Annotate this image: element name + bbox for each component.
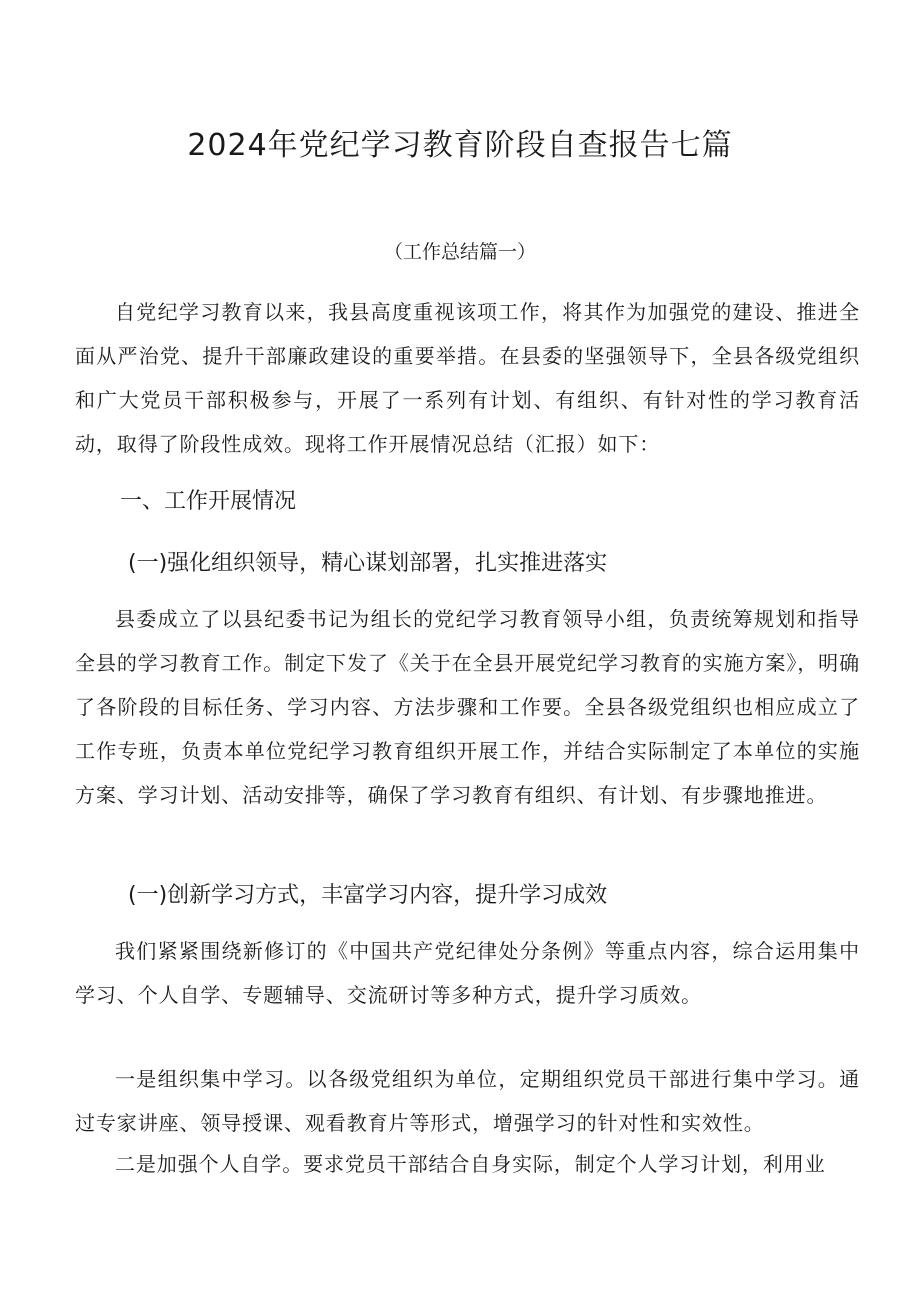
point-paragraph-collective-study: 一是组织集中学习。以各级党组织为单位，定期组织党员干部进行集中学习。通过专家讲座、领导授课、观看教育片等形式，增强学习的针对性和实效性。 xyxy=(75,1067,860,1135)
point-paragraph-self-study: 二是加强个人自学。要求党员干部结合自身实际，制定个人学习计划，利用业 xyxy=(115,1152,826,1176)
document-subtitle: （工作总结篇一） xyxy=(383,241,536,263)
document-title: 2024年党纪学习教育阶段自查报告七篇 xyxy=(187,128,733,163)
subsection-paragraph-learning-methods: 我们紧紧围绕新修订的《中国共产党纪律处分条例》等重点内容，综合运用集中学习、个人自学、专题辅导、交流研讨等多种方式，提升学习质效。 xyxy=(75,939,860,1007)
subsection-heading-learning-methods: (一)创新学习方式，丰富学习内容，提升学习成效 xyxy=(128,883,608,908)
intro-paragraph: 自党纪学习教育以来，我县高度重视该项工作，将其作为加强党的建设、推进全面从严治党、提升干部廉政建设的重要举措。在县委的坚强领导下，全县各级党组织和广大党员干部积极参与，开展了一系列有计划、有组织、有针对性的学习教育活动，取得了阶段性成效。现将工作开展情况总结（汇报）如下： xyxy=(75,300,860,456)
section-heading-work-progress: 一、工作开展情况 xyxy=(120,489,297,514)
subsection-paragraph-organization: 县委成立了以县纪委书记为组长的党纪学习教育领导小组，负责统筹规划和指导全县的学习教育工作。制定下发了《关于在全县开展党纪学习教育的实施方案》，明确了各阶段的目标任务、学习内容、方法步骤和工作要。全县各级党组织也相应成立了工作专班，负责本单位党纪学习教育组织开展工作，并结合实际制定了本单位的实施方案、学习计划、活动安排等，确保了学习教育有组织、有计划、有步骤地推进。 xyxy=(75,607,860,807)
subsection-heading-organization: (一)强化组织领导，精心谋划部署，扎实推进落实 xyxy=(128,551,608,576)
